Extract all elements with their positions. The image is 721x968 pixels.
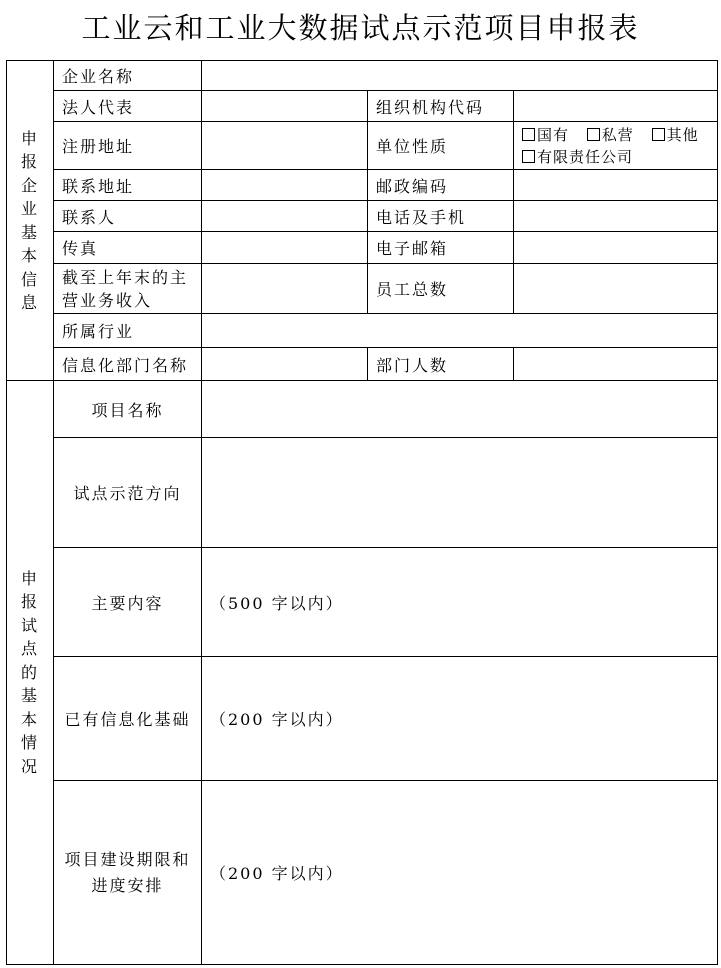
checkbox-state-owned[interactable]	[522, 128, 535, 141]
label-main-content: 主要内容	[54, 548, 202, 657]
field-postal-code[interactable]	[514, 170, 718, 201]
note-it-foundation: （200 字以内）	[210, 710, 344, 729]
field-it-dept-name[interactable]	[202, 348, 368, 381]
field-unit-nature	[514, 122, 718, 170]
field-dept-headcount[interactable]	[514, 348, 718, 381]
checkbox-limited-liability[interactable]	[522, 150, 535, 163]
label-contact-address: 联系地址	[54, 170, 202, 201]
label-employees: 员工总数	[368, 264, 514, 314]
label-pilot-direction: 试点示范方向	[54, 438, 202, 548]
row-legal-rep	[7, 91, 718, 122]
label-company-name: 企业名称	[54, 61, 202, 91]
row-pilot-direction	[7, 438, 718, 548]
label-contact-person: 联系人	[54, 201, 202, 232]
field-email[interactable]	[514, 232, 718, 264]
row-industry	[7, 314, 718, 348]
field-reg-address[interactable]	[202, 122, 368, 170]
row-company-name	[7, 61, 718, 91]
field-phone[interactable]	[514, 201, 718, 232]
application-form-table	[6, 60, 718, 965]
row-it-foundation	[7, 657, 718, 781]
section-label-enterprise: 申报企业基本信息	[20, 128, 39, 312]
label-schedule: 项目建设期限和进度安排	[54, 781, 202, 965]
row-fax	[7, 232, 718, 264]
label-unit-nature: 单位性质	[368, 122, 514, 170]
row-revenue	[7, 264, 718, 314]
field-revenue[interactable]	[202, 264, 368, 314]
field-it-foundation[interactable]	[202, 657, 718, 781]
field-industry[interactable]	[202, 314, 718, 348]
field-project-name[interactable]	[202, 381, 718, 438]
form-title: 工业云和工业大数据试点示范项目申报表	[81, 11, 640, 45]
checkbox-private[interactable]	[587, 128, 600, 141]
label-dept-headcount: 部门人数	[368, 348, 514, 381]
field-org-code[interactable]	[514, 91, 718, 122]
label-industry: 所属行业	[54, 314, 202, 348]
label-fax: 传真	[54, 232, 202, 264]
label-project-name: 项目名称	[54, 381, 202, 438]
row-contact-address	[7, 170, 718, 201]
field-company-name[interactable]	[202, 61, 718, 91]
row-project-name	[7, 381, 718, 438]
field-contact-address[interactable]	[202, 170, 368, 201]
label-it-foundation: 已有信息化基础	[54, 657, 202, 781]
section-label-pilot: 申报试点的基本情况	[20, 568, 39, 776]
option-state-owned[interactable]: 国有	[522, 126, 569, 144]
row-reg-address	[7, 122, 718, 170]
field-schedule[interactable]	[202, 781, 718, 965]
field-fax[interactable]	[202, 232, 368, 264]
row-it-dept	[7, 348, 718, 381]
label-legal-rep: 法人代表	[54, 91, 202, 122]
label-postal-code: 邮政编码	[368, 170, 514, 201]
section-pilot-info	[7, 381, 54, 965]
row-schedule	[7, 781, 718, 965]
section-enterprise-info	[7, 61, 54, 381]
field-employees[interactable]	[514, 264, 718, 314]
field-legal-rep[interactable]	[202, 91, 368, 122]
note-main-content: （500 字以内）	[210, 593, 344, 613]
checkbox-other[interactable]	[652, 128, 665, 141]
label-org-code: 组织机构代码	[368, 91, 514, 122]
field-contact-person[interactable]	[202, 201, 368, 232]
option-private[interactable]: 私营	[587, 126, 634, 144]
label-revenue: 截至上年末的主营业务收入	[54, 264, 202, 314]
option-other[interactable]: 其他	[652, 126, 699, 144]
label-email: 电子邮箱	[368, 232, 514, 264]
label-reg-address: 注册地址	[54, 122, 202, 170]
field-pilot-direction[interactable]	[202, 438, 718, 548]
row-main-content	[7, 548, 718, 657]
label-it-dept-name: 信息化部门名称	[54, 348, 202, 381]
label-phone: 电话及手机	[368, 201, 514, 232]
field-main-content[interactable]	[202, 548, 718, 657]
row-contact-person	[7, 201, 718, 232]
option-limited-liability[interactable]: 有限责任公司	[522, 148, 633, 166]
note-schedule: （200 字以内）	[210, 864, 344, 883]
